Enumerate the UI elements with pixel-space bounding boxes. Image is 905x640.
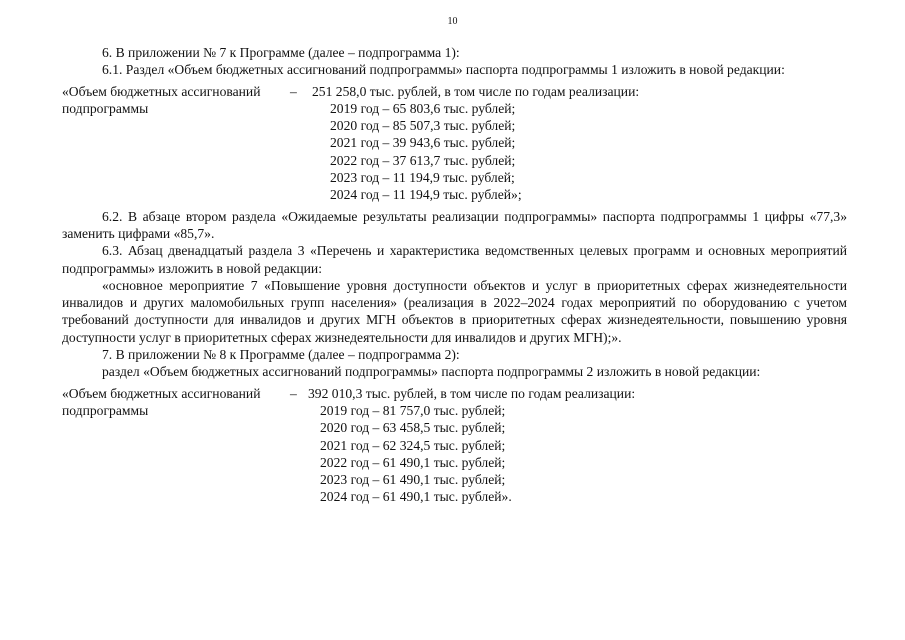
- section-7-heading: 7. В приложении № 8 к Программе (далее – подпрограмма 2):: [102, 347, 460, 363]
- item-6-2: 6.2. В абзаце втором раздела «Ожидаемые результаты реализации подпрограммы» паспорта подпрограммы 1 цифры «77,3» заменить цифрами «85,7».: [62, 208, 847, 241]
- funding-label: «Объем бюджетных ассигнований подпрограммы: [62, 385, 261, 418]
- document-body: [62, 44, 847, 510]
- funding-year-row: 2024 год – 61 490,1 тыс. рублей».: [320, 489, 512, 505]
- funding-year-row: 2023 год – 61 490,1 тыс. рублей;: [320, 472, 506, 488]
- funding-year-row: 2020 год – 63 458,5 тыс. рублей;: [320, 420, 506, 436]
- funding-year-row: 2021 год – 39 943,6 тыс. рублей;: [330, 135, 516, 151]
- funding-table-subprogram-1: [62, 83, 847, 204]
- funding-dash: –: [290, 83, 297, 99]
- funding-values: [312, 83, 847, 204]
- item-6-1: 6.1. Раздел «Объем бюджетных ассигнований подпрограммы» паспорта подпрограммы 1 изложить в новой редакции:: [102, 62, 785, 78]
- funding-values: [308, 385, 847, 506]
- funding-dash: –: [290, 385, 297, 401]
- section-7-intro: раздел «Объем бюджетных ассигнований подпрограммы» паспорта подпрограммы 2 изложить в новой редакции:: [102, 364, 761, 380]
- funding-total: 392 010,3 тыс. рублей, в том числе по годам реализации:: [308, 385, 636, 401]
- funding-year-row: 2019 год – 65 803,6 тыс. рублей;: [330, 100, 516, 116]
- funding-year-row: 2021 год – 62 324,5 тыс. рублей;: [320, 437, 506, 453]
- funding-table-subprogram-2: [62, 385, 847, 506]
- funding-total: 251 258,0 тыс. рублей, в том числе по годам реализации:: [312, 83, 640, 99]
- funding-label: «Объем бюджетных ассигнований подпрограммы: [62, 83, 261, 116]
- funding-year-row: 2020 год – 85 507,3 тыс. рублей;: [330, 118, 516, 134]
- section-6-heading: 6. В приложении № 7 к Программе (далее – подпрограмма 1):: [102, 45, 460, 60]
- funding-year-row: 2022 год – 37 613,7 тыс. рублей;: [330, 152, 516, 168]
- funding-year-row: 2019 год – 81 757,0 тыс. рублей;: [320, 402, 506, 418]
- funding-year-row: 2024 год – 11 194,9 тыс. рублей»;: [330, 187, 522, 203]
- item-6-3-quote: «основное мероприятие 7 «Повышение уровня доступности объектов и услуг в приоритетных сферах жизнедеятельности инвалидов и других маломобильных групп населения» (реализация в 2022–2024 годах мероприятий по оборудованию с учетом требований доступности для инвалидов и других МГН объектов в приоритетных сферах жизнедеятельности, повышению уровня доступности услуг в приоритетных сферах жизнедеятельности для инвалидов и других МГН);».: [62, 277, 847, 345]
- page-number: 10: [447, 16, 458, 27]
- funding-year-row: 2022 год – 61 490,1 тыс. рублей;: [320, 454, 506, 470]
- funding-year-row: 2023 год – 11 194,9 тыс. рублей;: [330, 170, 515, 186]
- item-6-3: 6.3. Абзац двенадцатый раздела 3 «Перечень и характеристика ведомственных целевых программ и основных мероприятий подпрограммы» изложить в новой редакции:: [62, 243, 847, 276]
